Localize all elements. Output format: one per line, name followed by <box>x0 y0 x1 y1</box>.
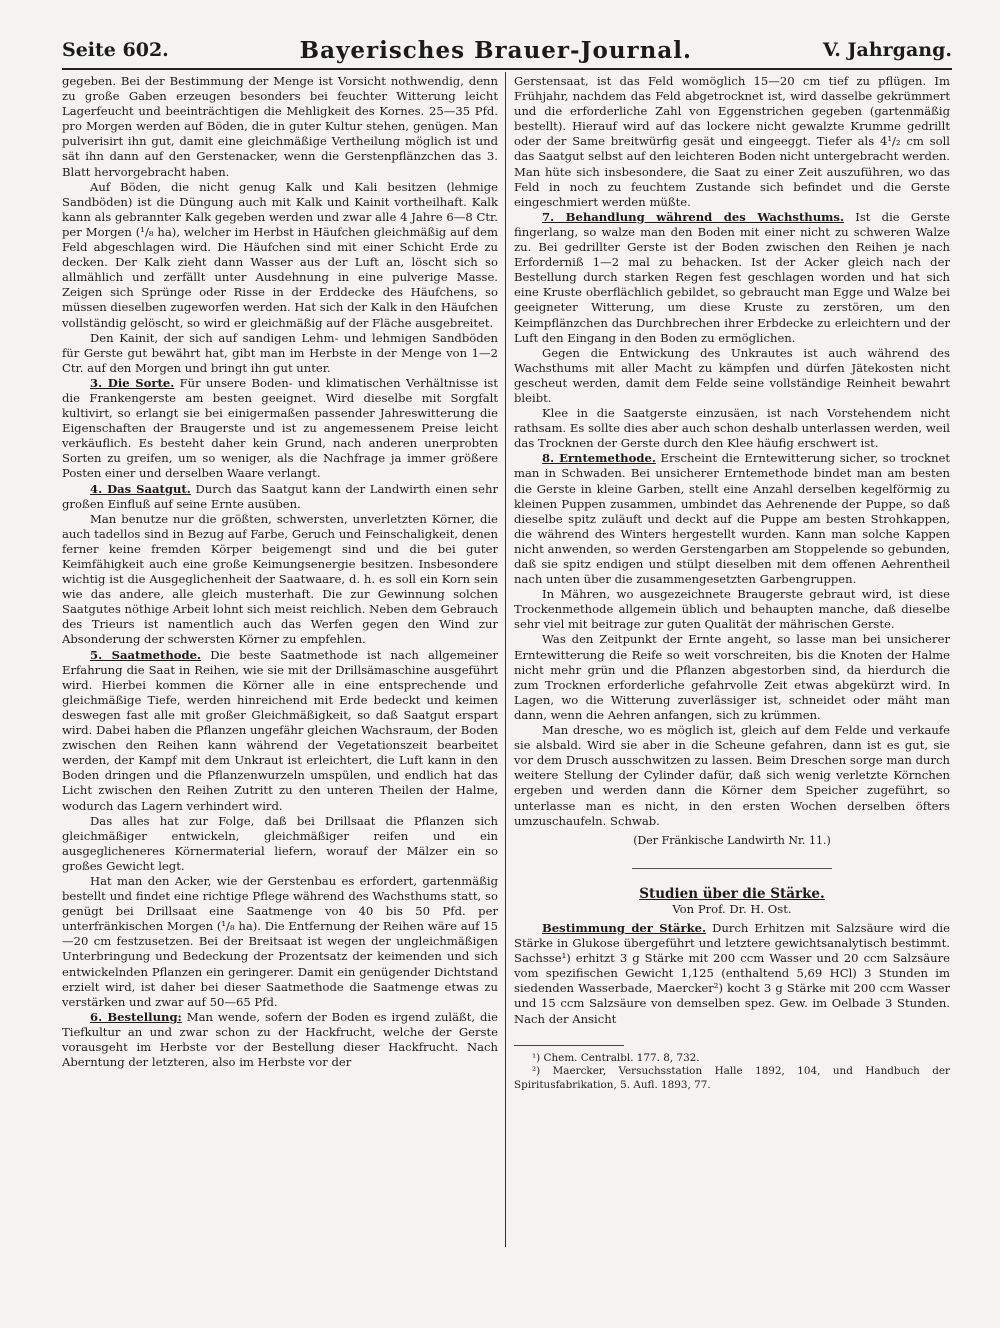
article-author: Von Prof. Dr. H. Ost. <box>672 901 792 916</box>
section-heading: 3. Die Sorte. <box>90 375 175 390</box>
paragraph: Man dresche, wo es möglich ist, gleich auf dem Felde und verkaufe sie alsbald. Wird sie aber in die Scheune gefahren, dann ist es gut, sie vor dem Drusch ausschwitzen zu lassen. Beim Dreschen sorge man durch weitere Stellung der Cylinder dafür, daß sich wenig verletzte Körnchen ergeben und werden dann die Körner dem Speicher zugeführt, so unterlasse man es nicht, in den ersten Wochen derselben öfters umzuschaufeln. Schwab. <box>514 723 950 828</box>
paragraph: Klee in die Saatgerste einzusäen, ist nach Vorstehendem nicht rathsam. Es sollte dies aber auch schon deshalb unterlassen werden, weil das Trocknen der Gerste durch den Klee häufig erschwert ist. <box>514 406 950 451</box>
section-heading: 8. Erntemethode. <box>542 451 656 466</box>
left-column <box>62 74 498 1298</box>
page-number: Seite 602. <box>62 39 169 61</box>
footnote: ¹) Chem. Centralbl. 177. 8, 732. <box>532 1051 700 1064</box>
section-text: Durch das Saatgut kann der Landwirth einen sehr großen Einfluß auf seine Ernte ausüben. <box>62 481 498 511</box>
section-heading: 5. Saatmethode. <box>90 647 202 662</box>
article-title: Studien über die Stärke. <box>639 885 825 902</box>
paragraph: In Mähren, wo ausgezeichnete Braugerste gebraut wird, ist diese Trockenmethode allgemein üblich und behaupten manche, daß dieselbe sehr viel mit beitrage zur guten Qualität der mährischen Gerste. <box>514 587 950 632</box>
section-paragraph <box>62 376 498 482</box>
section-text: Die beste Saatmethode ist nach allgemeiner Erfahrung die Saat in Reihen, wie sie mit der Drillsämaschine ausgeführt wird. Hierbei kommen die Körner alle in eine entsprechende und gleichmäßige Tiefe, werden hinreichend mit Erde bedeckt und keimen deswegen fast alle mit großer Gleichmäßigkeit, so daß Saatgut erspart wird. Dabei haben die Pflanzen ungefähr gleichen Wachsraum, der Boden zwischen den Reihen kann während der Vegetationszeit bearbeitet werden, der Kampf mit dem Unkraut ist erleichtert, die Luft kann in den Boden dringen und die Pflanzenwurzeln umspülen, und endlich hat das Licht zwischen den Reihen Zutritt zu den unteren Theilen der Halme, wodurch das Lagern verhindert wird. <box>62 647 498 813</box>
section-paragraph <box>514 210 950 346</box>
section-heading: Bestimmung der Stärke. <box>542 920 707 935</box>
paragraph: Hat man den Acker, wie der Gerstenbau es erfordert, gartenmäßig bestellt und findet eine richtige Pflege während des Wachsthums statt, so genügt bei Drillsaat eine Saatmenge von 40 bis 50 Pfd. per unterfränkischen Morgen (¹/₈ ha). Die Entfernung der Reihen wäre auf 15—20 cm festzusetzen. Bei der Breitsaat ist wegen der ungleichmäßigen Unterbringung und Bedeckung der Prozentsatz der keimenden und sich entwickelnden Pflanzen ein geringerer. Damit ein genügender Dichtstand erzielt wird, ist daher bei dieser Saatmethode die Saatmenge etwas zu verstärken und zwar auf 50—65 Pfd. <box>62 873 498 1009</box>
section-heading: 7. Behandlung während des Wachsthums. <box>542 209 844 224</box>
paragraph: gegeben. Bei der Bestimmung der Menge ist Vorsicht nothwendig, denn zu große Gaben erzeugen besonders bei feuchter Witterung leicht Lagerfeucht und beeinträchtigen die Mehligkeit des Kornes. 25—35 Pfd. pro Morgen werden auf Böden, die in guter Kultur stehen, genügen. Man pulverisirt ihn gut, damit eine gleichmäßige Vertheilung möglich ist und sät ihn dann auf den Gerstenacker, wenn die Gerstenpflänzchen das 3. Blatt hervorgebracht haben. <box>62 74 498 179</box>
source-citation: (Der Fränkische Landwirth Nr. 11.) <box>633 833 831 847</box>
column-divider <box>505 72 506 1247</box>
right-column <box>514 74 950 1298</box>
section-paragraph <box>62 648 498 814</box>
section-text: Man wende, sofern der Boden es irgend zuläßt, die Tiefkultur an und zwar schon zu der Hackfrucht, welche der Gerste vorausgeht im Herbste vor der Bestellung dieser Hackfrucht. Nach Aberntung der letzteren, also im Herbste vor der <box>62 1009 498 1070</box>
section-heading: 6. Bestellung: <box>90 1009 182 1024</box>
volume-label: V. Jahrgang. <box>822 39 952 61</box>
footnote-rule <box>514 1045 624 1046</box>
section-text: Ist die Gerste fingerlang, so walze man den Boden mit einer nicht zu schweren Walze zu. Bei gedrillter Gerste ist der Boden zwischen den Reihen je nach Erforderniß 1—2 mal zu behacken. Ist der Acker gleich nach der Bestellung durch starken Regen fest geschlagen worden und hat sich eine Kruste oberflächlich gebildet, so gebraucht man Egge und Walze bei geeigneter Witterung, um diese Kruste zu zerstören, um den Keimpflänzchen das Durchbrechen ihrer Erbdecke zu erleichtern und der Luft den Eingang in den Boden zu ermöglichen. <box>514 209 950 345</box>
paragraph: Das alles hat zur Folge, daß bei Drillsaat die Pflanzen sich gleichmäßiger entwickeln, gleichmäßiger reifen und ein ausgeglicheneres Körnermaterial liefern, worauf der Mälzer ein so großes Gewicht legt. <box>62 813 498 873</box>
paragraph: Gegen die Entwickung des Unkrautes ist auch während des Wachsthums mit aller Macht zu kämpfen und dürfen Jätekosten nicht gescheut werden, damit dem Felde seine vollständige Reinheit bewahrt bleibt. <box>514 345 950 405</box>
section-separator <box>632 868 832 869</box>
paragraph: Auf Böden, die nicht genug Kalk und Kali besitzen (lehmige Sandböden) ist die Düngung auch mit Kalk und Kainit vortheilhaft. Kalk kann als gebrannter Kalk gegeben werden und zwar alle 4 Jahre 6—8 Ctr. per Morgen (¹/₈ ha), welcher im Herbst in Häufchen gleichmäßig auf dem Feld abgeschlagen wird. Die Häufchen sind mit einer Schicht Erde zu decken. Der Kalk zieht dann Wasser aus der Luft an, löscht sich so allmählich und zerfällt unter Ausdehnung in eine pulverige Masse. Zeigen sich Sprünge oder Risse in der Erddecke des Häufchens, so müssen dieselben zugeworfen werden. Hat sich der Kalk in den Häufchen vollständig gelöscht, so wird er gleichmäßig auf der Fläche ausgebreitet. <box>62 179 498 330</box>
section-paragraph <box>514 921 950 1027</box>
paragraph: Gerstensaat, ist das Feld womöglich 15—20 cm tief zu pflügen. Im Frühjahr, nachdem das Feld abgetrocknet ist, wird dasselbe gekrümmert und die erforderliche Zahl von Eggenstrichen gegeben (gartenmäßig bestellt). Hierauf wird auf das lockere nicht gewalzte Krumme gedrillt oder der Same breitwürfig gesät und eingeeggt. Tiefer als 4¹/₂ cm soll das Saatgut selbst auf den leichteren Boden nicht untergebracht werden. Man hüte sich insbesondere, die Saat zu einer Zeit auszuführen, wo das Feld in noch zu feuchtem Zustande sich befindet und die Gerste eingeschmiert werden müßte. <box>514 74 950 209</box>
section-text: Durch Erhitzen mit Salzsäure wird die Stärke in Glukose übergeführt und letztere gewichtsanalytisch bestimmt. Sachsse¹) erhitzt 3 g Stärke mit 200 ccm Wasser und 20 ccm Salzsäure vom spezifischen Gewicht 1,125 (enthaltend 5,69 HCl) 3 Stunden im siedenden Wasserbade, Maercker²) kocht 3 g Stärke mit 200 ccm Wasser und 15 ccm Salzsäure von demselben spez. Gew. im Oelbade 3 Stunden. Nach der Ansicht <box>514 920 950 1026</box>
page-header <box>62 32 952 70</box>
paragraph: Den Kainit, der sich auf sandigen Lehm- und lehmigen Sandböden für Gerste gut bewährt hat, gibt man im Herbste in der Menge von 1—2 Ctr. auf den Morgen und bringt ihn gut unter. <box>62 330 498 375</box>
paragraph: Man benutze nur die größten, schwersten, unverletzten Körner, die auch tadellos sind in Bezug auf Farbe, Geruch und Feinschaligkeit, denen ferner keine fremden Körper beigemengt sind und die bei guter Keimfähigkeit auch eine große Keimungsenergie besitzen. Insbesondere wichtig ist die Ausgeglichenheit der Saatwaare, d. h. es soll ein Korn sein wie das andere, alle gleich musterhaft. Die zur Gewinnung solchen Saatgutes nöthige Arbeit lohnt sich meist reichlich. Neben dem Gebrauch des Trieurs ist namentlich auch das Werfen gegen den Wind zur Absonderung der schwersten Körner zu empfehlen. <box>62 511 498 647</box>
section-paragraph <box>514 451 950 587</box>
section-paragraph <box>62 482 498 512</box>
section-text: Für unsere Boden- und klimatischen Verhältnisse ist die Frankengerste am besten geeignet. Wird dieselbe mit Sorgfalt kultivirt, so erlangt sie bei einigermaßen passender Jahreswitterung die Eigenschaften der Braugerste und ist zu angemessenem Preise leicht verkäuflich. Es besteht daher kein Grund, nach anderen unerprobten Sorten zu greifen, um so weniger, als die Nachfrage ja immer größere Posten einer und derselben Waare verlangt. <box>62 375 498 481</box>
section-heading: 4. Das Saatgut. <box>90 481 191 496</box>
section-paragraph <box>62 1010 498 1070</box>
footnote: ²) Maercker, Versuchsstation Halle 1892, 104, und Handbuch der Spiritusfabrikation, 5. Aufl. 1893, 77. <box>514 1065 950 1091</box>
section-text: Erscheint die Erntewitterung sicher, so trocknet man in Schwaden. Bei unsicherer Erntemethode bindet man am besten die Gerste in kleine Garben, stellt eine Anzahl derselben kegelförmig zu kleinen Puppen zusammen, umbindet das Aehrenende der Puppe, so daß dieselbe spitz zuläuft und deckt auf die Puppe am besten Strohkappen, die während des Winters hergestellt wurden. Kann man solche Kappen nicht anwenden, so werden Gerstengarben am Stoppelende so gebunden, daß sie spitz endigen und stülpt dieselben mit dem offenen Aehrentheil nach unten über die zusammengesetzten Garbengruppen. <box>514 451 950 587</box>
journal-title: Bayerisches Brauer-Journal. <box>299 36 693 64</box>
paragraph: Was den Zeitpunkt der Ernte angeht, so lasse man bei unsicherer Erntewitterung die Reife so weit vorschreiten, bis die Knoten der Halme nicht mehr grün und die Pflanzen abgestorben sind, da hierdurch die zum Trocknen erforderliche gefahrvolle Zeit etwas abgekürzt wird. In Lagen, wo die Witterung zuverlässiger ist, schneidet oder mäht man dann, wenn die Aehren anfangen, sich zu krümmen. <box>514 632 950 722</box>
